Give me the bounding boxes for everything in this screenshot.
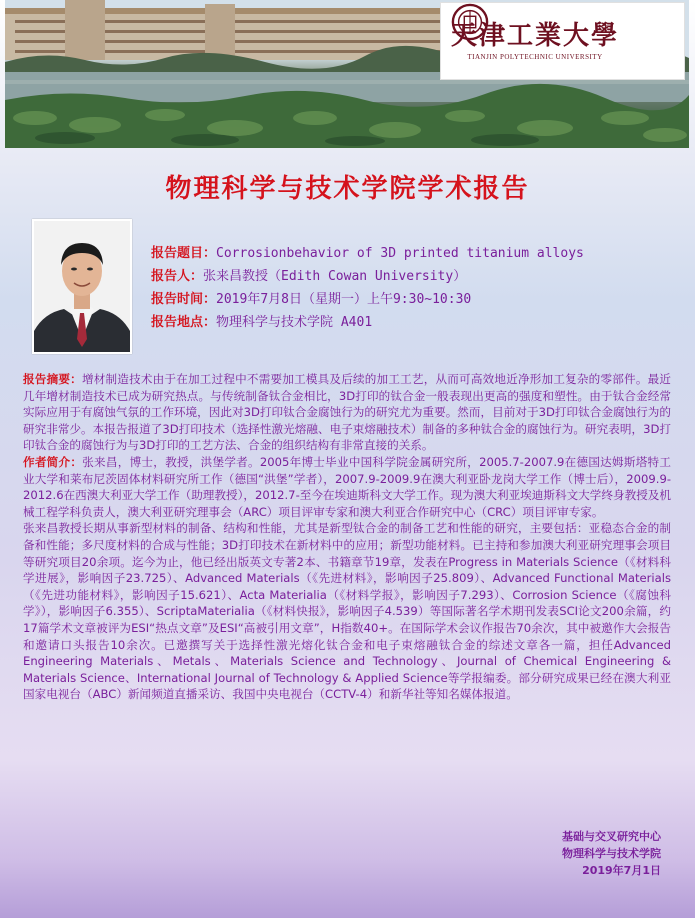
footer-org-1: 基础与交叉研究中心 <box>562 830 661 843</box>
bio-paragraph <box>23 454 671 520</box>
university-seal-icon <box>451 3 489 41</box>
talk-info <box>151 244 671 336</box>
speaker-photo <box>32 219 132 354</box>
speaker-label: 报告人： <box>151 269 204 284</box>
footer-date: 2019年7月1日 <box>582 864 661 877</box>
place-label: 报告地点： <box>151 315 217 330</box>
footer-org-2: 物理科学与技术学院 <box>562 847 661 860</box>
abstract-label: 报告摘要： <box>23 372 82 386</box>
time-value: 2019年7月8日（星期一）上午9:30~10:30 <box>216 292 472 307</box>
university-name-cn: 天津工業大學 <box>451 21 620 51</box>
campus-banner <box>5 0 689 148</box>
time-label: 报告时间： <box>151 292 217 307</box>
time-row <box>151 290 671 313</box>
page-title: 物理科学与技术学院学术报告 <box>165 174 530 204</box>
bio-label: 作者简介： <box>23 454 83 469</box>
bio-text: 张来昌，博士，教授，洪堡学者。2005年博士毕业中国科学院金属研究所，2005.7-2007.9在德国达姆斯塔特工业大学和莱布尼茨固体材料研究所工作（德国“洪堡”学者），2007.9-2009.9在澳大利亚卧龙岗大学工作（博士后），2009.9-2012.6在西澳大利亚大学工作（助理教授），2012.7-至今在埃迪斯科文大学工作。现为澳大利亚埃迪斯科文大学终身教授及机械工程学科负责人，澳大利亚研究理事会（ARC）项目评审专家和澳大利亚合作研究中心（CRC）项目评审专家。 <box>23 454 671 519</box>
abstract-text: 增材制造技术由于在加工过程中不需要加工模具及后续的加工工艺，从而可高效地近净形加工复杂的零部件。最近几年增材制造技术已成为研究热点。与传统制备钛合金相比，3D打印的钛合金一般表现出更高的强度和塑性。由于钛合金经常实际应用于有腐蚀气氛的工作环境，因此对3D打印钛合金腐蚀行为的研究尤为重要。然而，目前对于3D打印钛合金腐蚀行为的研究非常少。本报告报道了3D打印技术（选择性激光熔融、电子束熔融技术）制备的多种钛合金的腐蚀行为。研究表明，3D打印钛合金的腐蚀行为与3D打印的工艺方法、合金的组织结构有非常直接的关系。 <box>23 372 671 453</box>
university-logo <box>440 2 685 80</box>
footer-signature <box>562 828 661 879</box>
topic-value: Corrosionbehavior of 3D printed titanium alloys <box>216 246 584 261</box>
place-value: 物理科学与技术学院 A401 <box>216 315 373 330</box>
abstract-paragraph <box>23 371 671 454</box>
bio-research-paragraph: 张来昌教授长期从事新型材料的制备、结构和性能，尤其是新型钛合金的制备工艺和性能的研究，主要包括：亚稳态合金的制备和性能；多尺度材料的合成与性能；3D打印技术在新材料中的应用；新型功能材料。已主持和参加澳大利亚研究理事会项目等研究项目20余项。迄今为止，他已经出版英文专著2本、书籍章节19章，发表在Progress in Materials Science（《材料科学进展》，影响因子23.725）、Advanced Materials（《先进材料》，影响因子25.809）、Advanced Functional Materials（《先进功能材料》，影响因子15.621）、Acta Materialia（《材料学报》，影响因子7.293）、Corrosion Science（《腐蚀科学》），影响因子6.355）、ScriptaMaterialia（《材料快报》，影响因子4.539）等国际著名学术期刊发表SCI论文200余篇，约17篇学术文章被评为ESI“热点文章”及ESI“高被引用文章”，H指数40+。在国际学术会议作报告70余次，其中被邀作大会报告和邀请口头报告10余次。已邀撰写关于选择性激光熔化钛合金和电子束熔融钛合金的综述文章各一篇，担任Advanced Engineering Materials、Metals、Materials Science and Technology、Journal of Chemical Engineering & Materials Science、International Journal of Technology & Applied Science等学报编委。部分研究成果已经在澳大利亚国家电视台（ABC）新闻频道直播采访、我国中央电视台（CCTV-4）和新华社等知名媒体报道。 <box>23 521 671 702</box>
report-body <box>23 371 671 703</box>
speaker-value: 张来昌教授（Edith Cowan University） <box>203 269 467 284</box>
place-row <box>151 313 671 336</box>
university-name-en: TIANJIN POLYTECHNIC UNIVERSITY <box>467 53 603 61</box>
speaker-row <box>151 267 671 290</box>
topic-label: 报告题目： <box>151 246 217 261</box>
topic-row <box>151 244 671 267</box>
